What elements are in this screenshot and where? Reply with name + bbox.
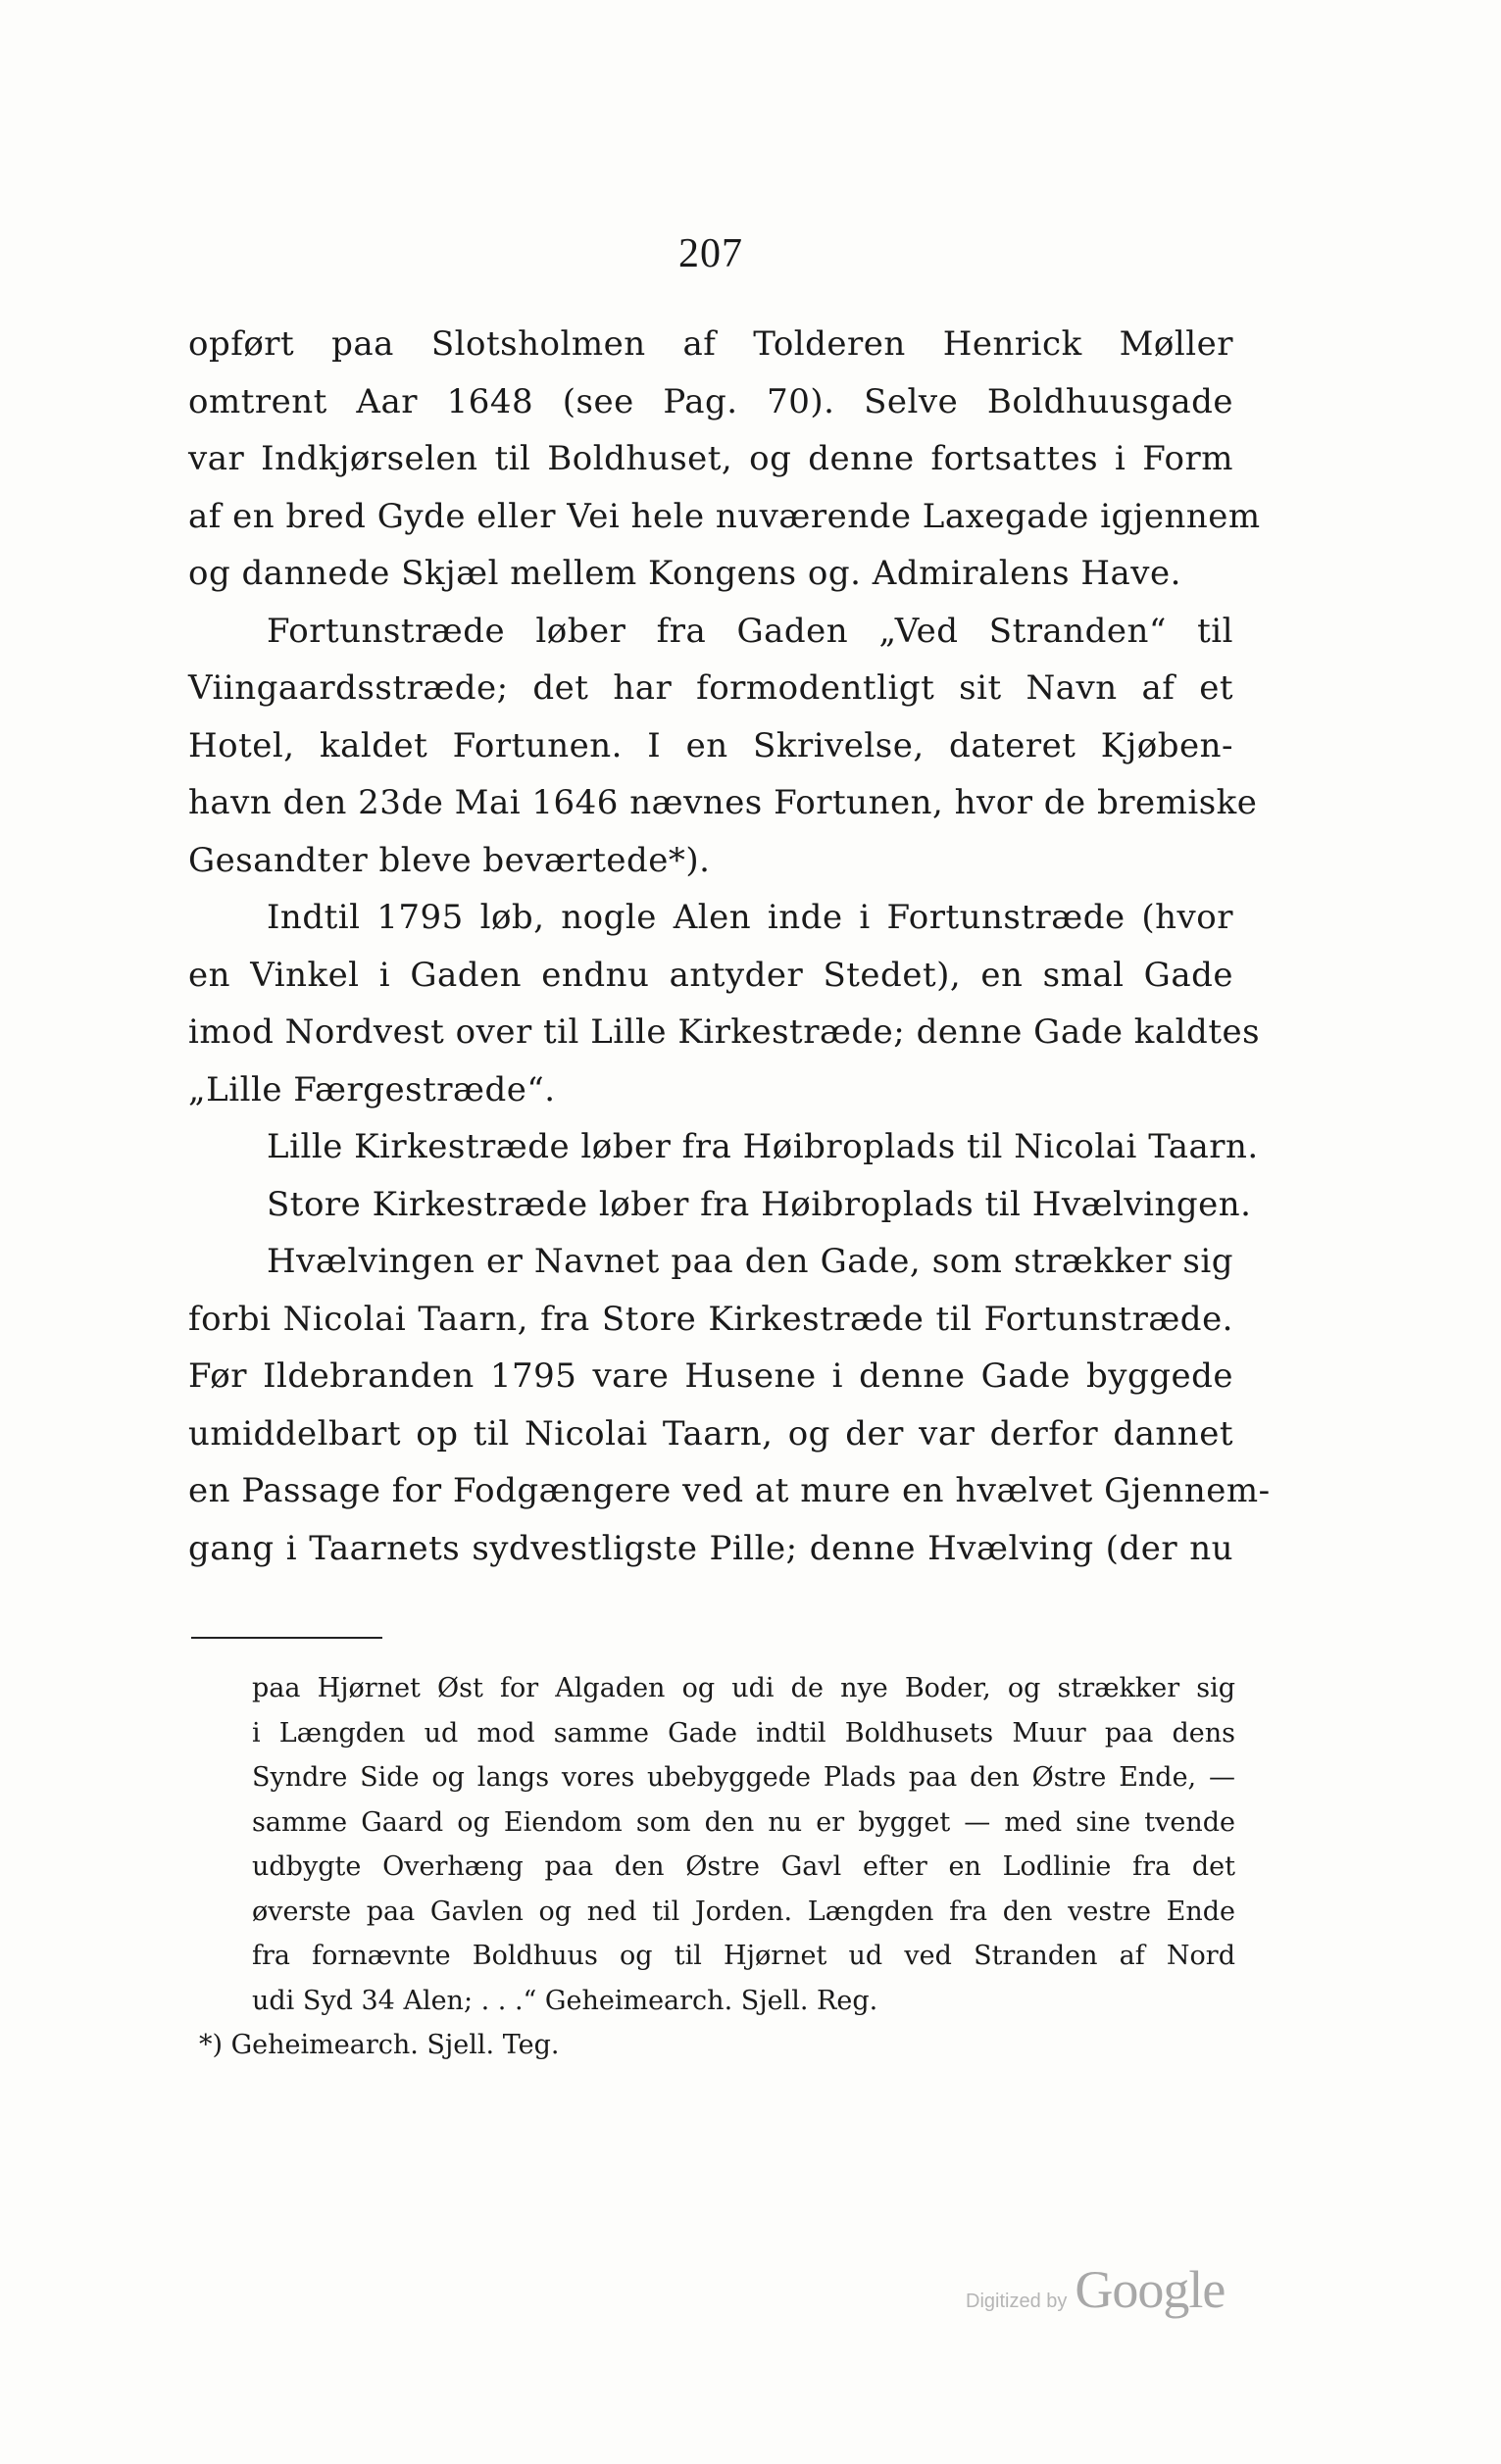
body-line: forbi Nicolai Taarn, fra Store Kirkestræde til Fortunstræde.: [188, 1299, 1233, 1339]
body-line: en Passage for Fodgængere ved at mure en hvælvet Gjennem-: [188, 1471, 1271, 1510]
footnote-line: *) Geheimearch. Sjell. Teg.: [199, 2030, 560, 2060]
body-line: Hvælvingen er Navnet paa den Gade, som strækker sig: [267, 1242, 1233, 1281]
body-line: Før Ildebranden 1795 vare Husene i denne Gade byggede: [188, 1356, 1233, 1396]
body-line: af en bred Gyde eller Vei hele nuværende Laxegade igjennem: [188, 496, 1261, 536]
body-line: var Indkjørselen til Boldhuset, og denne fortsattes i Form: [188, 439, 1233, 478]
footnote-line: samme Gaard og Eiendom som den nu er bygget — med sine tvende: [252, 1806, 1235, 1838]
body-line: Store Kirkestræde løber fra Høibroplads til Hvælvingen.: [267, 1184, 1252, 1224]
google-watermark: [966, 2259, 1260, 2328]
page-number: 207: [678, 231, 743, 276]
footnote-line: paa Hjørnet Øst for Algaden og udi de nye Boder, og strækker sig: [252, 1673, 1235, 1703]
body-line: en Vinkel i Gaden endnu antyder Stedet), en smal Gade: [188, 955, 1233, 995]
footnote-divider: [191, 1637, 382, 1639]
body-line: Gesandter bleve beværtede*).: [188, 840, 711, 880]
body-line: opført paa Slotsholmen af Tolderen Henrick Møller: [188, 324, 1233, 364]
body-line: „Lille Færgestræde“.: [188, 1069, 556, 1109]
body-line: havn den 23de Mai 1646 nævnes Fortunen, hvor de bremiske: [188, 783, 1258, 822]
body-line: Lille Kirkestræde løber fra Høibroplads til Nicolai Taarn.: [267, 1127, 1259, 1166]
google-logo: Google: [1075, 2260, 1226, 2319]
footnote-line: øverste paa Gavlen og ned til Jorden. Længden fra den vestre Ende: [252, 1896, 1235, 1927]
body-line: umiddelbart op til Nicolai Taarn, og der var derfor dannet: [188, 1413, 1233, 1454]
body-line: imod Nordvest over til Lille Kirkestræde; denne Gade kaldtes: [188, 1012, 1261, 1052]
body-line: Viingaardsstræde; det har formodentligt sit Navn af et: [188, 668, 1233, 708]
footnote-line: i Længden ud mod samme Gade indtil Boldhusets Muur paa dens: [252, 1717, 1235, 1749]
body-text: [188, 316, 1271, 1577]
body-line: gang i Taarnets sydvestligste Pille; denne Hvælving (der nu: [188, 1528, 1233, 1568]
body-line: Indtil 1795 løb, nogle Alen inde i Fortunstræde (hvor: [267, 898, 1233, 937]
footnote-line: fra fornævnte Boldhuus og til Hjørnet ud ved Stranden af Nord: [252, 1941, 1235, 1971]
footnote-line: udi Syd 34 Alen; . . .“ Geheimearch. Sjell. Reg.: [252, 1985, 878, 2016]
footnotes: [201, 1666, 1235, 2068]
body-line: Hotel, kaldet Fortunen. I en Skrivelse, dateret Kjøben-: [188, 725, 1233, 765]
body-line: og dannede Skjæl mellem Kongens og. Admiralens Have.: [188, 554, 1181, 593]
footnote-line: Syndre Side og langs vores ubebyggede Plads paa den Østre Ende, —: [252, 1762, 1235, 1793]
body-line: Fortunstræde løber fra Gaden „Ved Stranden“ til: [267, 611, 1233, 651]
watermark-prefix: Digitized by: [966, 2291, 1068, 2312]
footnote-line: udbygte Overhæng paa den Østre Gavl efter en Lodlinie fra det: [252, 1851, 1235, 1882]
body-line: omtrent Aar 1648 (see Pag. 70). Selve Boldhuusgade: [188, 381, 1233, 421]
